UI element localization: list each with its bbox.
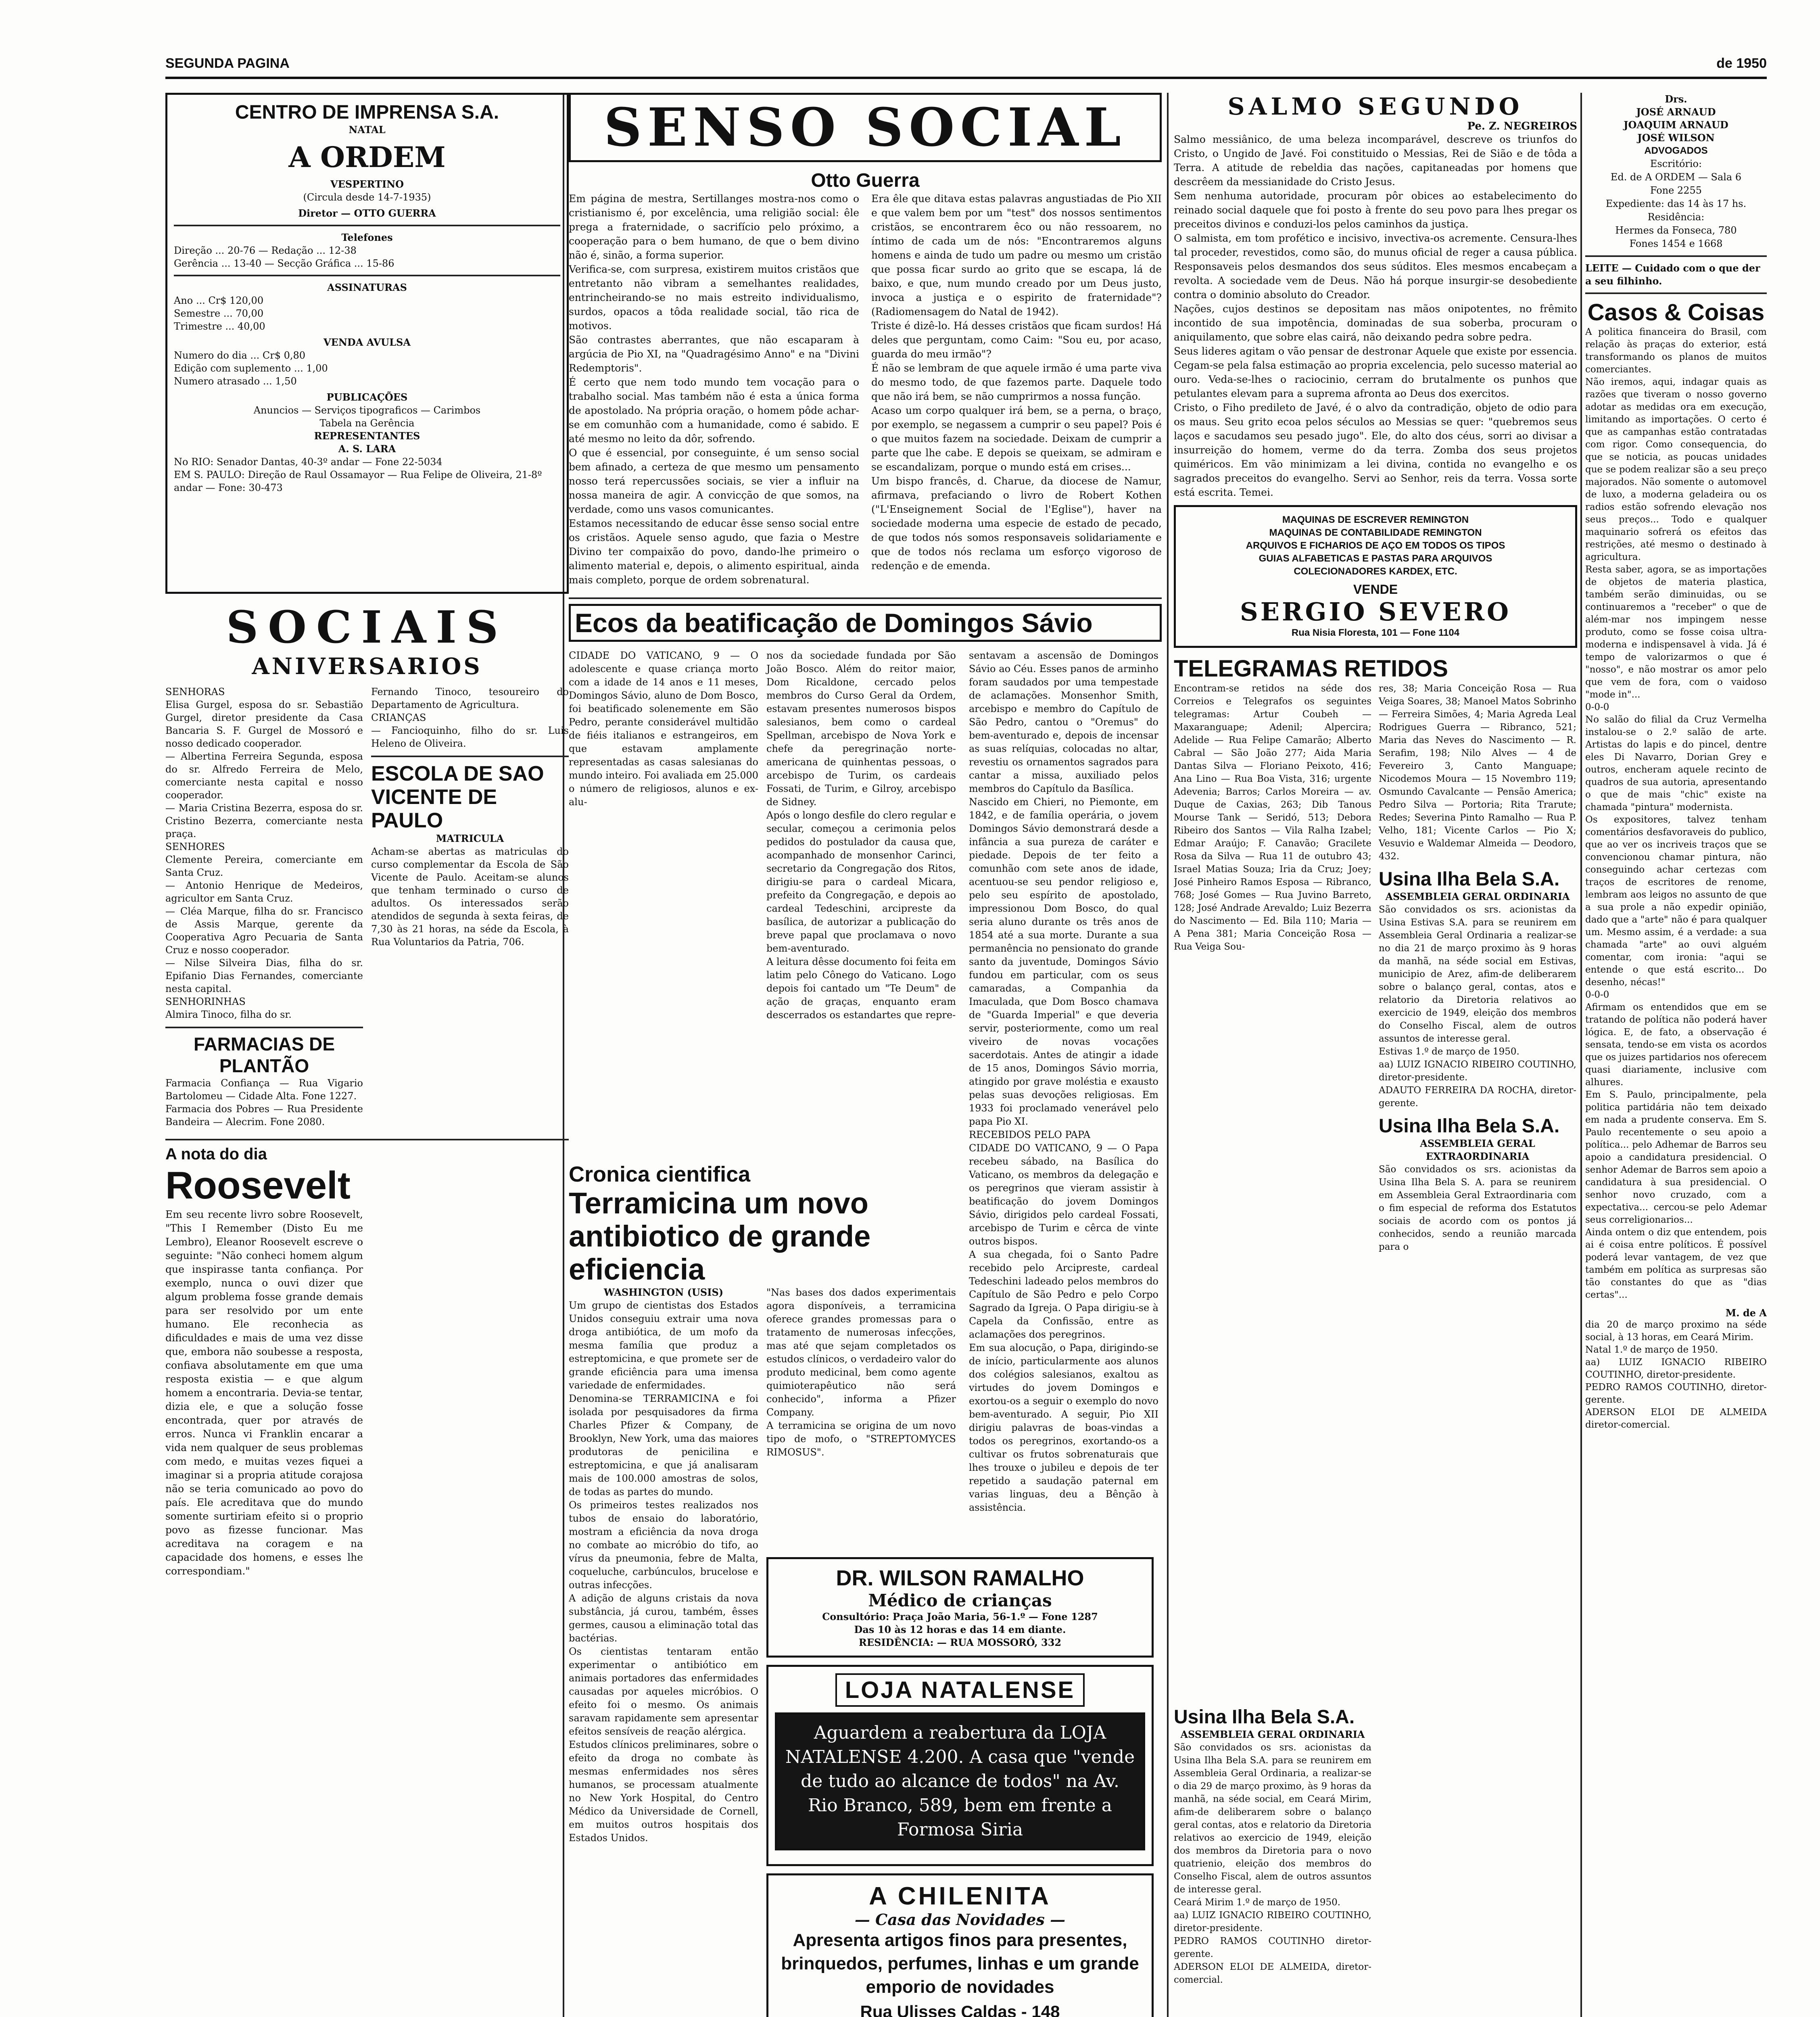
sociais-left [165, 685, 363, 1134]
price-line: Trimestre ... 40,00 [174, 321, 265, 332]
telegramas-title: TELEGRAMAS RETIDOS [1174, 656, 1448, 682]
column-three [1174, 93, 1577, 1259]
paper-subtitle: VESPERTINO [330, 178, 404, 190]
page-date: de 1950 [1716, 56, 1767, 71]
representantes-title: REPRESENTANTES [314, 430, 420, 442]
advogados-names: JOSÉ ARNAUD JOAQUIM ARNAUD JOSÉ WILSON [1624, 106, 1728, 144]
loja-title: LOJA NATALENSE [835, 1673, 1085, 1707]
ecos-col1: CIDADE DO VATICANO, 9 — O adolescente e quase criança morto com a idade de 14 anos e 11 meses, Domingos Sávio, aluno de Dom Bosco, foi beatificado solenemente em São Pedro, perante considerável multidão de fiéis italianos e estrangeiros, em que estavam amplamente representadas as casas salesianas do mundo inteiro. Foi avaliada em 25.000 o número de religiosos, alunos e ex-alu- [569, 650, 758, 808]
cronica-dateline: WASHINGTON (USIS) [603, 1286, 724, 1298]
publicacoes-text: Anuncios — Serviços tipograficos — Carimbos [253, 405, 481, 416]
divider [1585, 292, 1767, 294]
usina3-sub: ASSEMBLEIA GERAL EXTRAORDINARIA [1420, 1138, 1535, 1162]
avulsa-line: Numero atrasado ... 1,50 [174, 376, 297, 387]
senso-author: Otto Guerra [811, 170, 920, 191]
price-line: Ano ... Cr$ 120,00 [174, 295, 264, 306]
wilson-res: RESIDÊNCIA: — RUA MOSSORÓ, 332 [858, 1637, 1062, 1648]
advogados-pre: Drs. [1665, 93, 1687, 105]
imprensa-box [165, 93, 569, 594]
salmo-author: Pe. Z. NEGREIROS [1467, 120, 1577, 132]
column-rule [1167, 93, 1169, 2017]
imprensa-title: CENTRO DE IMPRENSA S.A. [235, 102, 499, 123]
divider [371, 756, 569, 757]
cronica-col1: Um grupo de cientistas dos Estados Unidos conseguiu extrair uma nova droga antibiótica, de um mofo da mesma família que produz a estreptomicina, e que promete ser de grande eficiência para uma imensa variedade de enfermidades. Denomina-se TERRAMICINA e foi isolada por pesquisadores da firma Charles Pfizer & Company, de Brooklyn, New York, uma das maiores produtoras de penicilina e estreptomicina, e que já analisaram mais de 100.000 amostras de solos, de todas as partes do mundo. Os primeiros testes realizados nos tubos de ensaio do laboratório, mostram a eficiência da nova droga no combate ao micróbio do tifo, ao vírus da pneumonia, febre de Malta, coqueluche, carbúnculos, brucelose e outras infecções. A adição de alguns cristais da nova substância, já curou, também, êsses germes, causou a eliminação total das bactérias. Os cientistas tentaram então experimentar o antibiótico em animais portadores das enfermidades causadas por aqueles micróbios. O efeito foi o mesmo. Os animais saravam rapidamente sem apresentar efeitos sensíveis de reação alérgica. Estudos clínicos preliminares, sobre o efeito da droga no combate às mesmas enfermidades nos sêres humanos, se processam atualmente no New York Hospital, do Centro Médico da Universidade de Cornell, em muitos outros hospitais dos Estados Unidos. [569, 1300, 758, 1844]
divider [165, 1139, 569, 1140]
tabela-text: Tabela na Gerência [319, 418, 415, 429]
avulsa-line: Edição com suplemento ... 1,00 [174, 363, 328, 374]
telegramas-right [1379, 682, 1576, 1259]
farmacias-title: FARMACIAS DE PLANTÃO [193, 1034, 335, 1076]
wilson-role: Médico de crianças [868, 1591, 1052, 1610]
senso-title-box [569, 93, 1162, 162]
phone-line: Gerência ... 13-40 — Secção Gráfica ... 15-86 [174, 258, 394, 269]
casos-text: A politica financeira do Brasil, com relação às praças do exterior, está transformando os planos de muitos comerciantes. Não iremos, aqui, indagar quais as razões que tiveram o nosso governo adotar as medidas ora em execução, limitando as importações. O certo é que as campanhas estão contratadas com rigor. Como consequencia, do que se noticia, as poucas unidades que se podem realizar são a seu preço majorados. Não somente o automovel de luxo, a moderna geladeira ou os radios estão sofrendo elevação nos seus preços... Todo e qualquer maquinario sofrerá os efeitos das restrições, até mesmo o destinado à agricultura. Resta saber, agora, se as importações de objetos de materia plastica, também serão diminuidas, ou se continuaremos a "receber" o que de além-mar nos impingem nesse produto, como se fosse coisa ultra-moderna e indispensavel à vida. Já é tempo de valorizarmos o que é "nosso", e não mostrar os amor pelo que vem de fora, com o vaidoso "mode in"... 0-0-0 No salão do filial da Cruz Vermelha instalou-se o 2.º salão de arte. Artistas do lapis e do pincel, dentre eles Di Navarro, Dorian Grey e outros, encheram aquele recinto de quadros de sua autoria, apresentando o que de mais "chic" existe na chamada "pintura" modernista. Os expositores, talvez tenham comentários desfavoraveis do publico, que ao ver os incriveis traços que se convencionou chamar pintura, não conseguindo achar certezas com traços de escritores de renome, lembram aos leigos no assunto de que a sua prole a não expedir opinião, dado que a "arte" não é para qualquer um. Mesmo assim, é a verdade: a sua chamada "arte" ao ouvi alguém comentar, com ironia: "aqui se entende o que está escrito... Do desenho, nécas!" 0-0-0 Afirmam os entendidos que em se tratando de política não poderá haver lógica. E, de fato, a observação é sensata, tendo-se em vista os acordos que os juizes partidarios nos oferecem quasi diariamente, inclusive com alhures. Em S. Paulo, principalmente, pela politica partidária não tem deixado em nada a prudente conserva. Em S. Paulo recentemente o seu apoio a política... pelo Adhemar de Barros seu apoio a candidatura presidencial. O senhor Ademar de Barros sem apoio a candidatura à sua presidencial. O senhor novo cruzado, com a expectativa... cercou-se pelo Ademar seus correligionarios... Ainda ontem o diz que entendem, pois ai é coisa entre políticos. É possível poderá levar vantagem, de vez que também em política as surpresas são tão constantes do que as "dias certas"... [1585, 327, 1767, 1300]
escola-text: Acham-se abertas as matriculas do curso complementar da Escola de São Vicente de Paulo. Aceitam-se alunos que tenham terminado o curso de adultos. Os interessados serão atendidos de segunda à sexta feiras, de 7,30 às 21 horas, na séde da Escola, à Rua Voluntarios da Patria, 706. [371, 846, 569, 948]
ads-area [766, 1557, 1154, 2017]
maquinas-name: SERGIO SEVERO [1240, 597, 1511, 626]
usina1-title: Usina Ilha Bela S.A. [1379, 869, 1560, 890]
ecos-title: Ecos da beatificação de Domingos Sávio [575, 608, 1093, 638]
usina3-title: Usina Ilha Bela S.A. [1379, 1115, 1560, 1137]
chilenita-title: A CHILENITA [869, 1882, 1051, 1910]
sociais-title: SOCIAIS [226, 601, 508, 653]
ecos-title-box [569, 604, 1162, 642]
maquinas-vende: VENDE [1353, 582, 1398, 597]
sociais-right [371, 685, 569, 1134]
cronica-title: Terramicina um novo antibiotico de grande eficiencia [569, 1186, 871, 1286]
usina2-text: São convidados os srs. acionistas da Usina Ilha Bela S.A. para se reunirem em Assembleia Geral Ordinaria, a realizar-se o dia 29 de março proximo, às 9 horas da manhã, na séde social, em Ceará Mirim, afim-de deliberarem sobre o balanço geral contas, atos e relatorio da Diretoria relativos ao exercicio de 1949, eleição dos membros da Diretoria para o novo quatrienio, eleição dos membros do Conselho Fiscal, alem de outros assuntos de interesse geral. Ceará Mirim 1.º de março de 1950. aa) LUIZ IGNACIO RIBEIRO COUTINHO, diretor-presidente. PEDRO RAMOS COUTINHO diretor-gerente. ADERSON ELOI DE ALMEIDA, diretor-comercial. [1174, 1742, 1371, 1985]
telegramas-body [1174, 682, 1577, 1259]
advogados-role: ADVOGADOS [1644, 145, 1708, 156]
representante-rio: No RIO: Senador Dantas, 40-3º andar — Fone 22-5034 [174, 456, 442, 468]
assinaturas-title: ASSINATURAS [327, 282, 407, 293]
maquinas-line: MAQUINAS DE ESCREVER REMINGTON [1282, 514, 1469, 525]
maquinas-addr: Rua Nisia Floresta, 101 — Fone 1104 [1291, 627, 1460, 638]
chilenita-addr: Rua Ulisses Caldas - 148 [860, 2002, 1060, 2017]
divider [165, 1027, 363, 1028]
cronica-col2: "Nas bases dos dados experimentais agora disponíveis, a terramicina oferece grandes promessas para o tratamento de numerosas infecções, mas até que sejam completados os estudos clínicos, o verdadeiro valor do produto medicinal, bem como agente quimioterapêutico não será conhecido", informa a Pfizer Company. A terramicina se origina de um novo tipo de mofo, o "STREPTOMYCES RIMOSUS". [766, 1287, 956, 1458]
telegramas-col2: res, 38; Maria Conceição Rosa — Rua Veiga Soares, 38; Manoel Matos Sobrinho — Ferreira Simões, 4; Maria Agreda Leal Rodrigues Guerra — Ribranco, 521; Maria das Neves do Nascimento — R. Serafim, 198; Nilo Alves — 4 de Fevereiro 3, Canto Manguape; Nicodemos Moura — 15 Novembro 119; Osmundo Cavalcante — Pensão America; Pedro Silva — Portoria; Rita Trarute; Redes; Severina Pinto Ramalho — Rua P. Velho, 181; Vicente Carlos — Pio X; Vesuvio e Waldemar Almeida — Deodoro, 432. [1379, 683, 1576, 862]
casos-sign: M. de A [1725, 1307, 1767, 1319]
phones-title: Telefones [341, 232, 393, 243]
publicacoes-title: PUBLICAÇÕES [326, 391, 408, 403]
salmo-title: SALMO SEGUNDO [1227, 93, 1524, 120]
sociais-list-cont: Fernando Tinoco, tesoureiro do Departamento de Agricultura. CRIANÇAS — Fancioquinho, filho do sr. Luis Heleno de Oliveira. [371, 686, 569, 749]
sociais-body [165, 685, 569, 1134]
usina2-sub: ASSEMBLEIA GERAL ORDINARIA [1180, 1729, 1365, 1740]
escola-sub: MATRICULA [436, 833, 504, 844]
paper-director: Diretor — OTTO GUERRA [298, 207, 436, 219]
loja-text: Aguardem a reabertura da LOJA NATALENSE 4.200. A casa que "vende de tudo ao alcance de todos" na Av. Rio Branco, 589, bem em frente a Formosa Siria [775, 1712, 1145, 1850]
telegramas-col1: Encontram-se retidos na séde dos Correios e Telegrafos os seguintes telegramas: Artur Coubeh — Maxaranguape; Adenil; Alpercira; Adelide — Rua Felipe Camarão; Alberto Cabral — São João 277; Aida Maria Dantas Silva — Floriano Peixoto, 416; Ana Lino — Rua Boa Vista, 316; urgente Adevenia; Barros; Carlos Moreira — av. Duque de Caxias, 263; Dib Tanous Mourse Tank — Seridó, 513; Debora Ribeiro dos Santos — Vila Ralha Izabel; Edmar Araújo; F. Canavão; Gracilete Rosa da Silva — Rua 11 de outubro 43; Israel Matias Souza; Iria da Cruz; Joey; José Pinheiro Ramos Esposa — Ribranco, 768; José Gomes — Rua Juvino Barreto, 128; José Andrade Arevaldo; Luiz Bezerra do Nascimento — Ed. Bila 110; Maria — A Pena 381; Maria Conceição Rosa — Rua Veiga Sou- [1174, 683, 1371, 952]
column-rule [1580, 93, 1582, 2017]
representante-name: A. S. LARA [338, 443, 396, 455]
senso-body [569, 192, 1162, 593]
imprensa-city: NATAL [349, 124, 386, 136]
salmo-text: Salmo messiânico, de uma beleza incomparável, descreve os triunfos do Cristo, o Ungido de Javé. Foi constituido o Messias, Rei de Sião e de tôda a Terra. A atitude de rebeldia das nações, capitaneadas por homens que descrêem da messianidade do Cristo Jesus. Sem nenhuma autoridade, procuram pôr obices ao estabelecimento do reinado social daquele que foi posto à frente do seu povo para lhes pregar os preceitos divinos e conduzi-los pelos caminhos da justiça. O salmista, em tom profético e incisivo, invectiva-os acremente. Censura-lhes tal proceder, revestidos, como são, do munus oficial de reger a causa pública. Responsaveis pelos desmandos dos seus súditos. Eles mesmos encabeçam a revolta. A sociedade vem de Deus. Não há porque insurgir-se desobediente contra o dominio absoluto do Creador. Nações, cujos destinos se depositam nas mãos onipotentes, no frêmito incontido de sua impotência, dominadas de sua soberba, procuram o aniquilamento, que sobre elas cairá, não deixando pedra sobre pedra. Seus lideres agitam o vão pensar de destronar Aquele que existe por essencia. Cegam-se pela falsa estimação ao propria excelencia, pelo sucesso material ao ouro. Veda-se-lhes o raciocinio, cerram do brutalmente os punhos que petulantes elevam para a suprema afronta ao Deus dos exercitos. Cristo, o Fiho predileto de Javé, é o alvo da contradição, objeto de odio para os maus. Seu grito ecoa pelos séculos ao Messias se quer: "quebremos seus laços e sacudamos seu pesado jugo". Ele, do alto dos céus, sorri ao divisar a insurreição do homem, verme do da terra. Zomba dos seus projetos quiméricos. Em vão minimizam a lei divina, contida no evangelho e os sagrados preceitos do evangelho. Servi ao Senhor, reis da terra. Vossa sorte está escrita. Temei. [1174, 134, 1577, 498]
casos-cont: dia 20 de março proximo na séde social, à 13 horas, em Ceará Mirim. Natal 1.º de março de 1950. aa) LUIZ IGNACIO RIBEIRO COUTINHO, diretor-presidente. PEDRO RAMOS COUTINHO, diretor-gerente. ADERSON ELOI DE ALMEIDA diretor-comercial. [1585, 1320, 1767, 1430]
ecos-col2: nos da sociedade fundada por São João Bosco. Além do reitor maior, Dom Ricaldone, cercado pelos membros do Curso Geral da Ordem, estavam presentes numerosos bispos salesianos, bem como o cardeal Spellman, arcebispo de Nova York e chefe da peregrinação norte-americana de quinhentas pessoas, o arcebispo de Turim, os cardeais Fossati, de Turim, e Gilroy, arcebispo de Sidney. Após o longo desfile do clero regular e secular, começou a cerimonia pelos pedidos do postulador da causa que, acompanhado de monsenhor Carinci, secretario da Congregação dos Ritos, dirigiu-se para o cardeal Micara, prefeito da Congregação, e depois ao cardeal Tedeschini, arcipreste da basílica, de autorizar a publicação do breve papal que proclamava o novo bem-aventurado. A leitura dêsse documento foi feita em latim pelo Cônego do Vaticano. Logo depois foi cantado um "Te Deum" de ação de graças, enquanto eram descerrados os estandartes que repre- [766, 650, 956, 1021]
senso-col2: Era êle que ditava estas palavras angustiadas de Pio XII e que valem bem por um "test" dos nossos sentimentos cristãos, se encontrarem êco ou não ressoarem, no íntimo de cada um de nós: "Encontraremos alguns homens e ainda de tudo um padre ou mesmo um cristão que possa ficar surdo ao grito que se escapa, lá de baixo, e que, num mundo creado por um Deus justo, invoca a justiça e o espirito de fraternidade"? (Radiomensagem do Natal de 1942). Triste é dizê-lo. Há desses cristãos que ficam surdos! Há deles que perguntam, como Caim: "Sou eu, por acaso, guarda do meu irmão"? É não se lembram de que aquele irmão é uma parte viva do mesmo todo, de que fazemos parte. Daquele todo que não irá bem, se não cumprirmos a nossa função. Acaso um corpo qualquer irá bem, se a perna, o braço, por exemplo, se negassem a cumprir o seu papel? Pois é o que muitos fazem na sociedade. Deixam de cumprir a parte que lhe cabe. E depois se queixam, se admiram e se escandalizam, porque o mundo está em crises... Um bispo francês, d. Charue, da diocese de Namur, afirmava, prefaciando o livro de Robert Kothen ("L'Enseignement Social de l'Eglise"), haver na sociedade moderna uma especie de estado de pecado, de que todos nós somos responsaveis solidariamente e que de todos nós reclama um esforço vigoroso de redenção e de emenda. [871, 193, 1162, 572]
usina2-title: Usina Ilha Bela S.A. [1174, 1706, 1355, 1728]
sociais-list: SENHORAS Elisa Gurgel, esposa do sr. Sebastião Gurgel, diretor presidente da Casa Bancaria S. F. Gurgel de Mossoró e nosso dedicado cooperador. — Albertina Ferreira Segunda, esposa do sr. Alfredo Ferreira de Melo, comerciante nesta capital e nosso cooperador. — Maria Cristina Bezerra, esposa do sr. Cristino Bezerra, comerciante nesta praça. SENHORES Clemente Pereira, comerciante em Santa Cruz. — Antonio Henrique de Medeiros, agricultor em Santa Cruz. — Cléa Marque, filha do sr. Francisco de Assis Marque, gerente da Cooperativa Agro Pecuaria de Santa Cruz e nosso cooperador. — Nilse Silveira Dias, filha do sr. Epifanio Dias Fernandes, comerciante nesta capital. SENHORINHAS Almira Tinoco, filha do sr. [165, 686, 363, 1020]
escola-title: ESCOLA DE SAO VICENTE DE PAULO [371, 762, 544, 832]
divider [1585, 255, 1767, 257]
usina1-sub: ASSEMBLEIA GERAL ORDINARIA [1385, 891, 1570, 902]
chilenita-ad [766, 1873, 1154, 2017]
aniversarios-title: ANIVERSARIOS [252, 653, 482, 680]
ecos-col3: sentavam a ascensão de Domingos Sávio ao Céu. Esses panos de arminho foram saudados por uma tempestade de aclamações. Monsenhor Smith, arcebispo e membro do Capítulo de São Pedro, cantou o "Oremus" do bem-aventurado e, depois de incensar as suas relíquias, colocadas no altar, revestiu os ornamentos sagrados para cantar a missa, auxiliado pelos membros do Capítulo da Basílica. Nascido em Chieri, no Piemonte, em 1842, e de família operária, o jovem Domingos Sávio demonstrará desde a infância a sua pureza de caráter e piedade. Depois de ter feito a comunhão com sete anos de idade, acentuou-se seu pendor religioso e, pelo seu espírito de apostolado, impressionou Dom Bosco, do qual seria aluno durante os três anos de 1854 até a sua morte. Durante a sua permanência no pensionato do grande santo da juventude, Domingos Sávio fundou em particular, com os seus camaradas, a Companhia da Imaculada, que Dom Bosco chamava de "Guarda Imperial" e que deveria servir, posteriormente, como um real viveiro de novas vocações sacerdotais. Antes de atingir a idade de 15 anos, Domingos Sávio morria, atingido por grave moléstia e exausto pelas suas devoções religiosas. Em 1933 foi proclamado venerável pelo papa Pio XI. RECEBIDOS PELO PAPA CIDADE DO VATICANO, 9 — O Papa recebeu sábado, na Basílica do Vaticano, os membros da delegação e os peregrinos que vieram assistir à beatificação do jovem Domingos Sávio, dirigidos pelo cardeal Fossati, arcebispo de Turim e cêrca de vinte outros bispos. A sua chegada, foi o Santo Padre recebido pelo Arcipreste, cardeal Tedeschini ladeado pelos membros do Capítulo de São Pedro e pelo Corpo Sagrado da Igreja. O Papa dirigiu-se à Capela da Confissão, entre as aclamações dos peregrinos. Em sua alocução, o Papa, dirigindo-se de início, particularmente aos alunos dos colégios salesianos, exaltou as virtudes do jovem Domingos e exortou-os a seguir o exemplo do novo bem-aventurado. A seguir, Pio XII dirigiu palavras de boas-vindas a todos os peregrinos, exortando-os a cultivar os frutos sobrenaturais que lhes trouxe o jubileu e depois de ter repetido a saudação paternal em varias linguas, deu a Bênção à assistência. [969, 650, 1158, 1513]
usina2-section [1174, 1706, 1371, 2017]
cronica-left [569, 1286, 758, 1850]
maquinas-line: GUIAS ALFABETICAS E PASTAS PARA ARQUIVOS [1259, 553, 1492, 564]
wilson-hours: Das 10 às 12 horas e das 14 em diante. [854, 1624, 1066, 1635]
page-label: SEGUNDA PAGINA [165, 56, 290, 71]
nota-text: Em seu recente livro sobre Roosevelt, "This I Remember (Disto Eu me Lembro), Eleanor Roosevelt escreve o seguinte: "Não conheci homem algum que inspirasse tanta confiança. Por exemplo, nunca o ouvi dizer que algum problema fosse grande demais para ser resolvido por um ente humano. Ele reconhecia as dificuldades e mais de uma vez disse que, embora não soubesse a resposta, confiava absolutamente em que uma resposta existia — e que algum homem a encontraria. Devia-se tentar, dizia ele, e que a solução fosse encontrada, quer por através de erros. Nunca vi Franklin encarar a vida nem qualquer de seus problemas com medo, e muitas vezes fiquei a imaginar si a propria atitude corajosa não se teria comunicado ao povo do país. Ele acreditava que do mundo somente surtiriam efeito si o proprio povo as fizesse funcionar. Mas acreditava na coragem e na capacidade dos homens, e esses lhe correspondiam." [165, 1209, 363, 1577]
usina3-text: São convidados os srs. acionistas da Usina Ilha Bela S. A. para se reunirem em Assembleia Geral Extraordinaria com o fim especial de reforma dos Estatutos sociais de acordo com os pontos já conhecidos, sendo a reunião marcada para o [1379, 1164, 1576, 1252]
wilson-name: DR. WILSON RAMALHO [836, 1566, 1084, 1590]
representante-sp: EM S. PAULO: Direção de Raul Ossamayor — Rua Felipe de Oliveira, 21-8º andar — Fone: 30-473 [174, 469, 542, 493]
divider [174, 275, 560, 276]
wilson-ad [766, 1557, 1154, 1658]
column-one [165, 93, 569, 1584]
maquinas-line: MAQUINAS DE CONTABILIDADE REMINGTON [1269, 527, 1482, 538]
maquinas-line: COLECIONADORES KARDEX, ETC. [1294, 566, 1457, 577]
avulsa-line: Numero do dia ... Cr$ 0,80 [174, 350, 306, 361]
paper-name: A ORDEM [288, 140, 446, 174]
ecos-top [569, 649, 960, 1027]
phone-line: Direção ... 20-76 — Redação ... 12-38 [174, 245, 357, 256]
divider [569, 597, 1162, 599]
column-four [1585, 93, 1767, 1437]
maquinas-ad [1174, 505, 1577, 648]
leite-notice: LEITE — Cuidado com o que der a seu filhinho. [1585, 262, 1760, 287]
senso-col1: Em página de mestra, Sertillanges mostra-nos como o cristianismo é, por excelência, uma religião social: êle prega a fraternidade, o sacrifício pelo próximo, a cooperação para o bem humano, de que o bem divino não é, sinão, a forma superior. Verifica-se, com surpresa, existirem muitos cristãos que entretanto não vibram a semelhantes realidades, entrincheirando-se no mais estreito individualismo, surdos, opacos a tôda realidade social, tão rica de motivos. São contrastes aberrantes, que não escaparam à argúcia de Pio XI, na "Quadragésimo Anno" e na "Divini Redemptoris". É certo que nem todo mundo tem vocação para o trabalho social. Mas também não é esta a única forma de apostolado. Na própria oração, o homem pôde achar-se em comunhão com a humanidade, como é sabido. E até mesmo no leito da dôr, sofrendo. O que é essencial, por conseguinte, é um senso social bem afinado, a certeza de que mesmo um pensamento nosso terá repercussões sociais, se vier a influir na nossa maneira de agir. A convicção de que somos, na verdade, como uns vasos comunicantes. Estamos necessitando de educar êsse senso social entre os cristãos. Aquele senso agudo, que fazia o Mestre Divino ter compaixão do povo, dando-lhe primeiro o alimento material e, depois, o alimento espiritual, ainda mais completo, porque de ordem sobrenatural. [569, 193, 859, 586]
farmacias-text: Farmacia Confiança — Rua Vigario Bartolomeu — Cidade Alta. Fone 1227. Farmacia dos Pobres — Rua Presidente Bandeira — Alecrim. Fone 2080. [165, 1077, 363, 1128]
page-header [165, 48, 1767, 79]
senso-title: SENSO SOCIAL [604, 96, 1127, 158]
avulsa-title: VENDA AVULSA [324, 336, 411, 348]
chilenita-sub: — Casa das Novidades — [854, 1911, 1066, 1929]
wilson-office: Consultório: Praça João Maria, 56-1.º — Fone 1287 [822, 1611, 1098, 1622]
casos-title: Casos & Coisas [1587, 299, 1765, 326]
chilenita-text: Apresenta artigos finos para presentes, brinquedos, perfumes, linhas e um grande emporio de novidades [781, 1930, 1139, 1997]
usina1-text: São convidados os srs. acionistas da Usina Estivas S.A. para se reunirem em Assembleia Geral Ordinaria a realizar-se no dia 21 de março proximo às 9 horas da manhã, na séde social em Estivas, municipio de Arez, afim-de deliberarem sobre o balanço geral, contas, atos e relatorio da Diretoria relativos ao exercicio de 1949, eleição dos membros do Conselho Fiscal, alem de outros assuntos de interesse geral. Estivas 1.º de março de 1950. aa) LUIZ IGNACIO RIBEIRO COUTINHO, diretor-presidente. ADAUTO FERREIRA DA ROCHA, diretor-gerente. [1379, 904, 1576, 1109]
maquinas-line: ARQUIVOS E FICHARIOS DE AÇO EM TODOS OS TIPOS [1246, 540, 1505, 551]
divider [174, 225, 560, 226]
price-line: Semestre ... 70,00 [174, 308, 264, 319]
paper-founded: (Circula desde 14-7-1935) [303, 192, 431, 203]
advogados-info: Escritório: Ed. de A ORDEM — Sala 6 Fone 2255 Expediente: das 14 às 17 hs. Residência: Hermes da Fonseca, 780 Fones 1454 e 1668 [1605, 158, 1747, 249]
nota-kicker: A nota do dia [165, 1145, 267, 1163]
cronica-kicker: Cronica cientifica [569, 1162, 751, 1186]
nota-title: Roosevelt [165, 1164, 351, 1207]
loja-ad [766, 1665, 1154, 1866]
